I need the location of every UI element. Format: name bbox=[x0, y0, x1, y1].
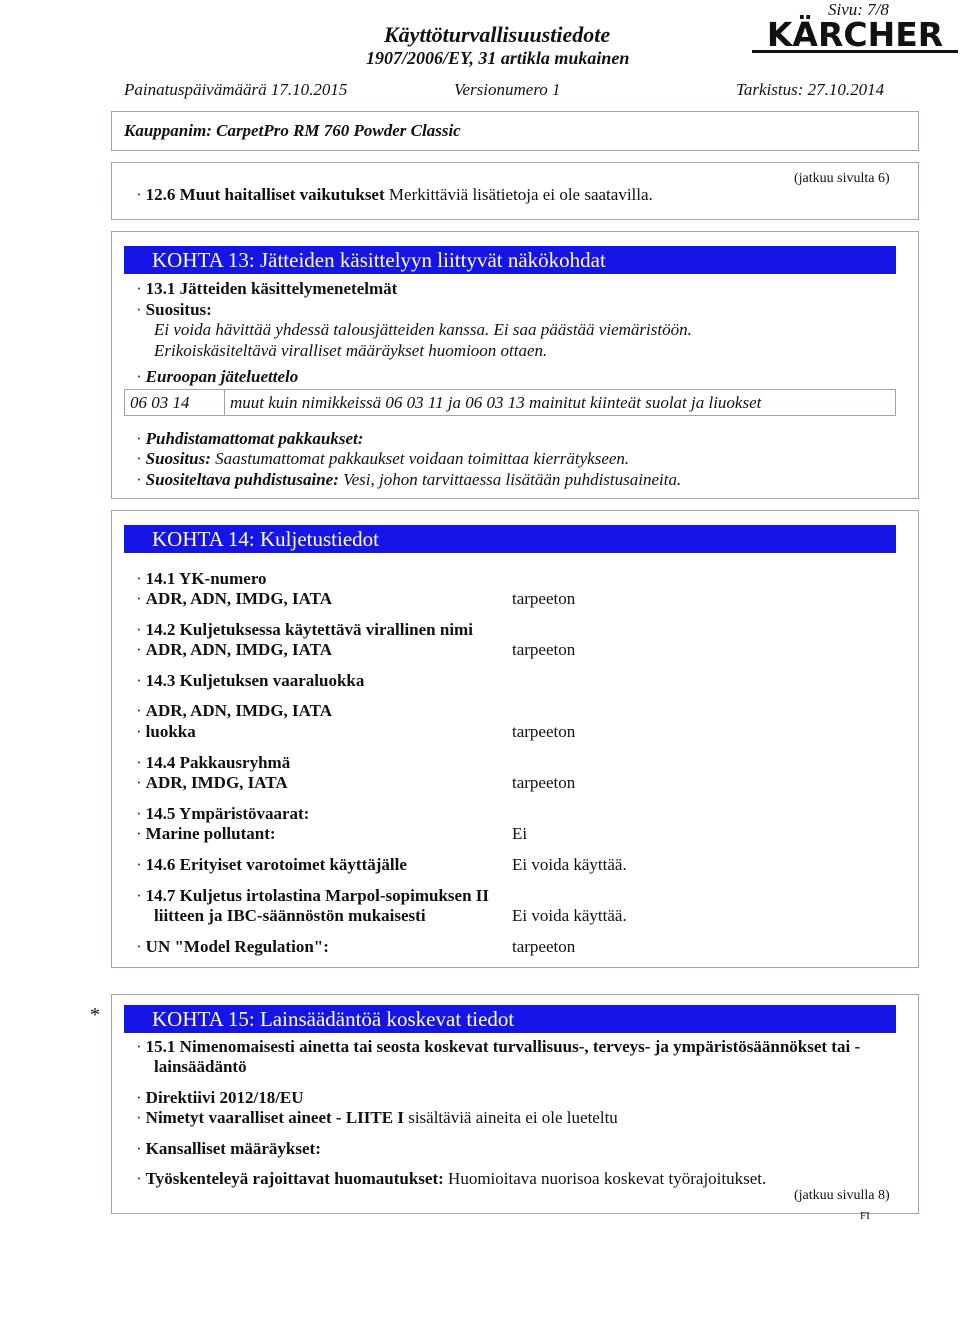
page-number: Sivu: 7/8 bbox=[828, 0, 889, 19]
packaging-recommendation: · Suositus: Saastumattomat pakkaukset voidaan toimittaa kierrätykseen. bbox=[136, 449, 630, 468]
special-precautions-value: Ei voida käyttää. bbox=[512, 855, 627, 874]
bulk-transport-label-2: liitteen ja IBC-säännöstön mukaisesti bbox=[154, 906, 426, 925]
un-model-regulation-label: · UN "Model Regulation": bbox=[136, 937, 329, 956]
section-13-1-heading: · 13.1 Jätteiden käsittelymenetelmät bbox=[136, 279, 398, 298]
continued-from-note: (jatkuu sivulta 6) bbox=[794, 171, 890, 186]
shipping-name-value: tarpeeton bbox=[512, 640, 576, 659]
packing-group-label: · 14.4 Pakkausryhmä bbox=[136, 753, 291, 772]
product-name: Kauppanim: CarpetPro RM 760 Powder Classic bbox=[124, 121, 461, 140]
hazard-class-class: · luokka bbox=[136, 722, 196, 741]
section-15-heading: KOHTA 15: Lainsäädäntöä koskevat tiedot bbox=[124, 1005, 896, 1033]
revision-date: Tarkistus: 27.10.2014 bbox=[736, 80, 885, 99]
environmental-hazards-label: · 14.5 Ympäristövaarat: bbox=[136, 804, 310, 823]
work-restrictions: · Työskenteleyä rajoittavat huomautukset: Huomioitava nuorisoa koskevat työrajoitukset. bbox=[136, 1169, 767, 1188]
national-regulations-label: · Kansalliset määräykset: bbox=[136, 1139, 321, 1158]
recommendation-line-2: Erikoiskäsiteltävä viralliset määräykset huomioon ottaen. bbox=[154, 341, 548, 360]
bulk-transport-value: Ei voida käyttää. bbox=[512, 906, 627, 925]
cleaning-agent: · Suositeltava puhdistusaine: Vesi, johon tarvittaessa lisätään puhdistusaineita. bbox=[136, 470, 682, 489]
marine-pollutant-value: Ei bbox=[512, 824, 528, 843]
shipping-name-label: · 14.2 Kuljetuksessa käytettävä virallinen nimi bbox=[136, 620, 473, 639]
un-number-regs: · ADR, ADN, IMDG, IATA bbox=[136, 589, 333, 608]
ewc-description: muut kuin nimikkeissä 06 03 11 ja 06 03 13 mainitut kiinteät suolat ja liuokset bbox=[230, 393, 762, 412]
svg-text:KÄRCHER: KÄRCHER bbox=[766, 15, 944, 54]
hazard-class-label: · 14.3 Kuljetuksen vaaraluokka bbox=[136, 671, 365, 690]
print-date: Painatuspäivämäärä 17.10.2015 bbox=[124, 80, 348, 99]
un-number-value: tarpeeton bbox=[512, 589, 576, 608]
recommendation-label: · Suositus: bbox=[136, 300, 212, 319]
un-model-regulation-value: tarpeeton bbox=[512, 937, 576, 956]
ewc-divider bbox=[224, 389, 225, 416]
document-title: Käyttöturvallisuustiedote bbox=[384, 22, 611, 47]
language-code: FI bbox=[860, 1210, 870, 1222]
recommendation-line-1: Ei voida hävittää yhdessä talousjätteiden kanssa. Ei saa päästää viemäristöön. bbox=[154, 320, 692, 339]
section-12-6-row: · 12.6 Muut haitalliset vaikutukset Merkittäviä lisätietoja ei ole saatavilla. bbox=[136, 185, 653, 204]
section-13-heading: KOHTA 13: Jätteiden käsittelyyn liittyvät näkökohdat bbox=[124, 246, 896, 274]
hazard-class-value: tarpeeton bbox=[512, 722, 576, 741]
shipping-name-regs: · ADR, ADN, IMDG, IATA bbox=[136, 640, 333, 659]
marine-pollutant-label: · Marine pollutant: bbox=[136, 824, 276, 843]
section-14-heading: KOHTA 14: Kuljetustiedot bbox=[124, 525, 896, 553]
revision-marker: * bbox=[90, 1004, 100, 1026]
packing-group-value: tarpeeton bbox=[512, 773, 576, 792]
document-subtitle: 1907/2006/EY, 31 artikla mukainen bbox=[366, 48, 630, 68]
bulk-transport-label-1: · 14.7 Kuljetus irtolastina Marpol-sopimuksen II bbox=[136, 886, 490, 905]
ewc-label: · Euroopan jäteluettelo bbox=[136, 367, 299, 386]
un-number-label: · 14.1 YK-numero bbox=[136, 569, 267, 588]
ewc-code: 06 03 14 bbox=[130, 393, 190, 412]
continued-on-note: (jatkuu sivulla 8) bbox=[794, 1188, 890, 1203]
uncleaned-packaging-label: · Puhdistamattomat pakkaukset: bbox=[136, 429, 364, 448]
section-15-1-line-1: · 15.1 Nimenomaisesti ainetta tai seosta koskevat turvallisuus-, terveys- ja ympäristösäännökset tai - bbox=[136, 1037, 861, 1056]
section-12-6-text: Merkittäviä lisätietoja ei ole saatavilla. bbox=[388, 185, 653, 204]
packing-group-regs: · ADR, IMDG, IATA bbox=[136, 773, 288, 792]
karcher-logo bbox=[752, 12, 958, 54]
section-15-1-line-2: lainsäädäntö bbox=[154, 1057, 247, 1076]
named-substances: · Nimetyt vaaralliset aineet - LIITE I sisältäviä aineita ei ole lueteltu bbox=[136, 1108, 618, 1127]
hazard-class-regs: · ADR, ADN, IMDG, IATA bbox=[136, 701, 333, 720]
version-number: Versionumero 1 bbox=[454, 80, 561, 99]
directive-label: · Direktiivi 2012/18/EU bbox=[136, 1088, 304, 1107]
special-precautions-label: · 14.6 Erityiset varotoimet käyttäjälle bbox=[136, 855, 407, 874]
section-12-6-label: 12.6 Muut haitalliset vaikutukset bbox=[145, 185, 385, 204]
